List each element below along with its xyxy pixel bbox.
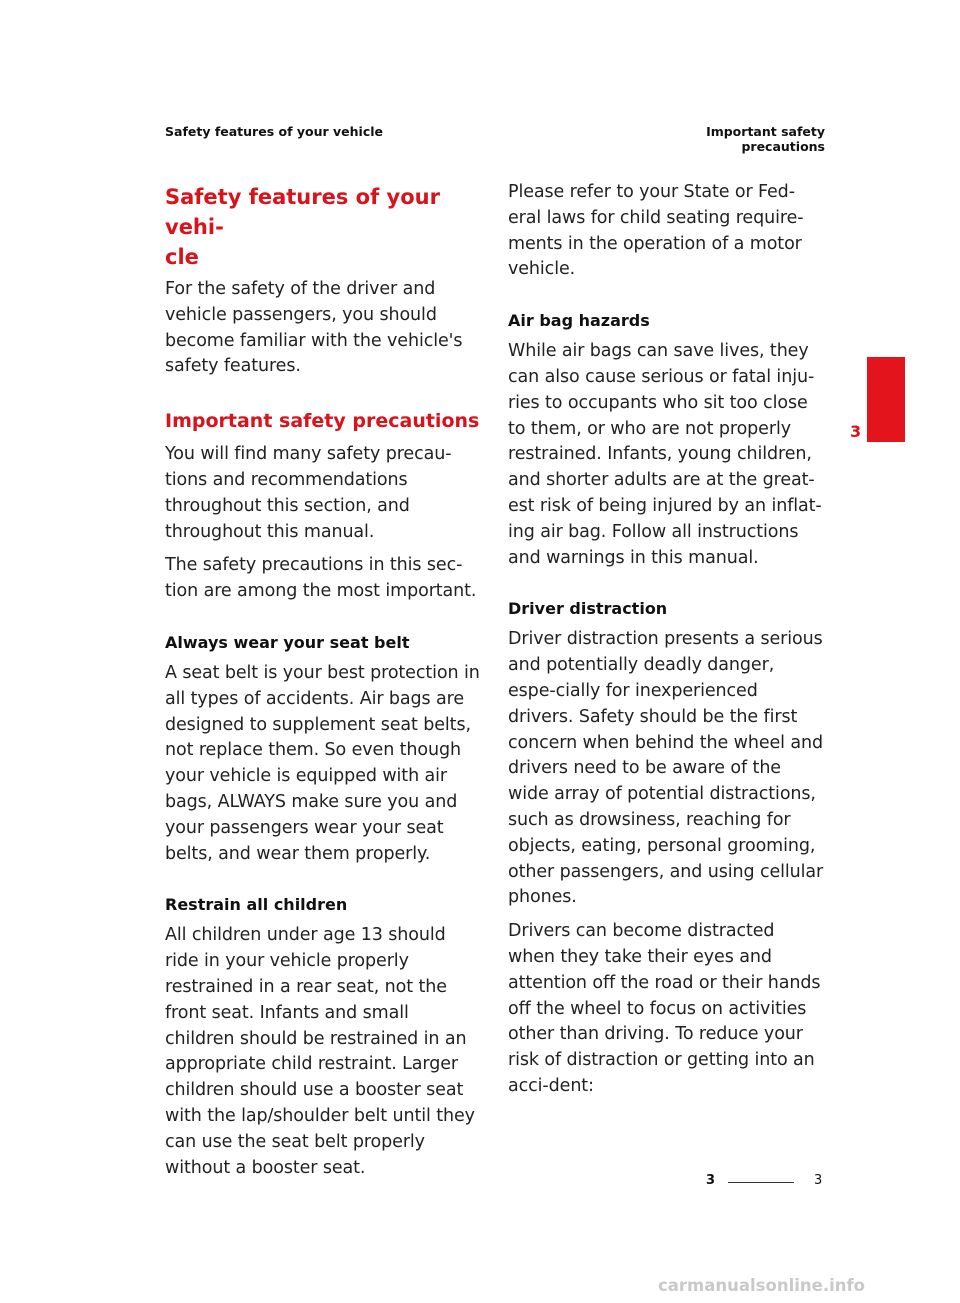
section-paragraph-1: You will find many safety precau-tions and recommendations throughout this section, and throughout this manual. [165,444,452,542]
intro-paragraph: For the safety of the driver and vehicle passengers, you should become familiar with the vehicle's safety features. [165,279,463,377]
left-column [165,180,483,1189]
chapter-tab-number: 3 [850,422,862,441]
seatbelt-paragraph: A seat belt is your best protection in all types of accidents. Air bags are designed to supplement seat belts, not replace them. So even though your vehicle is equipped with air bags, ALWAYS make sure you and your passengers wear your seat belts, and wear them properly. [165,662,480,864]
distraction-paragraph-2: Drivers can become distracted when they take their eyes and attention off the road or their hands off the wheel to focus on activities other than driving. To reduce your risk of distraction or getting into an acci-dent: [508,921,821,1096]
footer-page-number: 3 [814,1173,823,1188]
running-header-left: Safety features of your vehicle [165,124,383,139]
section-paragraph-2: The safety precautions in this sec-tion are among the most important. [165,555,477,602]
watermark: carmanualsonline.info [658,1276,865,1295]
footer-divider [728,1182,794,1183]
children-paragraph: All children under age 13 should ride in your vehicle properly restrained in a rear seat, not the front seat. Infants and small children should be restrained in an appropriate child restraint. Larger children should use a booster seat with the lap/shoulder belt until they can use the seat belt properly without a booster seat. [165,925,475,1178]
distraction-paragraph-1: Driver distraction presents a serious and potentially deadly danger, espe-cially for inexperienced drivers. Safety should be the first concern when behind the wheel and drivers need to be aware of the wide array of potential distractions, such as drowsiness, reaching for objects, eating, personal grooming, other passengers, and using cellular phones. [508,629,824,908]
children-heading: Restrain all children [165,895,348,915]
airbag-paragraph: While air bags can save lives, they can also cause serious or fatal inju-ries to occupants who sit too close to them, or who are not properly restrained. Infants, young children, and shorter adults are at the great-est risk of being injured by an inflat-ing air bag. Follow all instructions and warnings in this manual. [508,341,822,568]
running-header-right: Important safety precautions [706,124,825,154]
state-laws-paragraph: Please refer to your State or Fed-eral laws for child seating require-ments in the operation of a motor vehicle. [508,182,804,280]
section-heading: Important safety precautions [165,410,480,433]
right-column [508,180,826,1108]
page-title [165,182,483,272]
airbag-heading: Air bag hazards [508,311,650,331]
distraction-heading: Driver distraction [508,599,668,619]
chapter-tab [867,357,905,442]
seatbelt-heading: Always wear your seat belt [165,632,410,652]
page-title-text: Safety features of your vehi- cle [165,185,440,269]
footer-chapter-number: 3 [706,1173,716,1188]
